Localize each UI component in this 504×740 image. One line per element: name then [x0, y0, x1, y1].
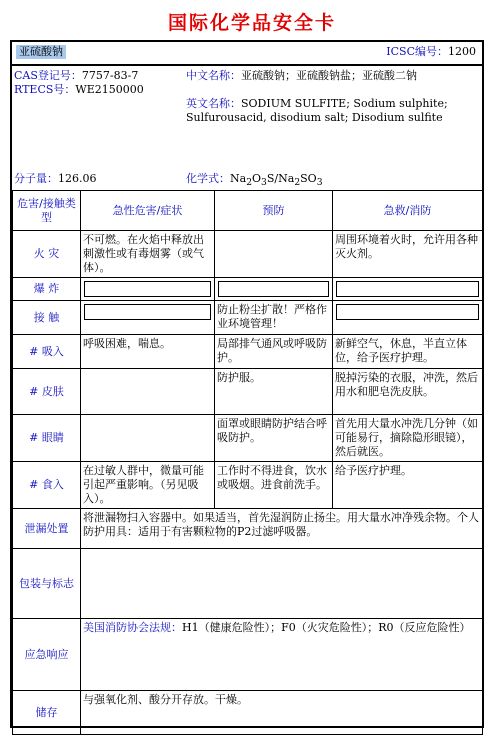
nfpa-text: H1（健康危险性）；F0（火灾危险性）；R0（反应危险性） — [182, 621, 471, 634]
emergency-row — [13, 619, 483, 691]
hazard-cell — [81, 369, 215, 415]
hazard-cell: 呼吸困难，喘息。 — [81, 335, 215, 369]
first-aid-cell: 脱掉污染的衣服，冲洗，然后用水和肥皂洗皮肤。 — [333, 369, 483, 415]
emergency-text — [81, 619, 483, 691]
row-label: 爆 炸 — [13, 278, 81, 301]
storage-row — [13, 691, 483, 735]
prevention-cell: 防护服。 — [215, 369, 333, 415]
card-header — [12, 42, 482, 66]
formula-label: 化学式： — [186, 172, 230, 185]
spill-row — [13, 509, 483, 549]
hazard-cell — [81, 278, 215, 301]
first-aid-cell — [333, 278, 483, 301]
prevention-cell: 局部排气通风或呼吸防护。 — [215, 335, 333, 369]
storage-text: 与强氧化剂、酸分开存放。干燥。 — [81, 691, 483, 735]
formula-value: $Na_2O_3S/Na_2SO_3$ — [230, 172, 323, 189]
first-aid-cell: 给予医疗护理。 — [333, 462, 483, 509]
table-row — [13, 369, 483, 415]
nfpa-label: 美国消防协会法规： — [83, 621, 182, 634]
spill-label: 泄漏处置 — [13, 509, 81, 549]
col-header-prevention: 预防 — [215, 191, 333, 231]
table-row — [13, 462, 483, 509]
row-label: # 食入 — [13, 462, 81, 509]
mw-value: 126.06 — [58, 172, 97, 185]
icsc-label: ICSC编号： — [386, 45, 448, 58]
table-row — [13, 335, 483, 369]
first-aid-cell: 周围环境着火时，允许用各种灭火剂。 — [333, 231, 483, 278]
row-label: # 吸入 — [13, 335, 81, 369]
hazard-cell: 在过敏人群中，微量可能引起严重影响。（另见吸入）。 — [81, 462, 215, 509]
en-name-label: 英文名称： — [186, 97, 241, 110]
table-header-row — [13, 191, 483, 231]
hazard-cell — [81, 301, 215, 335]
packaging-text — [81, 549, 483, 619]
chemical-name: 亚硫酸钠 — [16, 45, 66, 59]
en-name-value: SODIUM SULFITE; Sodium sulphite; Sulfurousacid, disodium salt; Disodium sulfite — [186, 97, 448, 124]
table-row — [13, 231, 483, 278]
safety-card — [10, 40, 484, 728]
emergency-label: 应急响应 — [13, 619, 81, 691]
mw-block — [14, 172, 97, 186]
cn-name-value: 亚硫酸钠；亚硫酸钠盐；亚硫酸二钠 — [241, 69, 417, 82]
cas-block — [14, 69, 182, 97]
table-row — [13, 278, 483, 301]
table-row — [13, 415, 483, 462]
name-block — [186, 69, 476, 125]
prevention-cell: 面罩或眼睛防护结合呼吸防护。 — [215, 415, 333, 462]
row-label: # 眼睛 — [13, 415, 81, 462]
col-header-hazard: 急性危害/症状 — [81, 191, 215, 231]
table-row — [13, 301, 483, 335]
cas-label: CAS登记号： — [14, 69, 82, 82]
first-aid-cell: 首先用大量水冲洗几分钟（如可能易行，摘除隐形眼镜），然后就医。 — [333, 415, 483, 462]
first-aid-cell — [333, 301, 483, 335]
prevention-cell: 防止粉尘扩散！严格作业环境管理！ — [215, 301, 333, 335]
hazard-cell: 不可燃。在火焰中释放出刺激性或有毒烟雾（或气体）。 — [81, 231, 215, 278]
spill-text: 将泄漏物扫入容器中。如果适当，首先湿润防止扬尘。用大量水冲净残余物。个人防护用具：适用于有害颗粒物的P2过滤呼吸器。 — [81, 509, 483, 549]
rtecs-value: WE2150000 — [75, 83, 144, 96]
formula-block — [186, 172, 323, 190]
prevention-cell — [215, 231, 333, 278]
packaging-label: 包装与标志 — [13, 549, 81, 619]
icsc-value: 1200 — [448, 45, 476, 58]
hazard-table — [12, 190, 483, 735]
cas-value: 7757-83-7 — [81, 69, 139, 82]
row-label: 火 灾 — [13, 231, 81, 278]
rtecs-label: RTECS号： — [14, 83, 76, 96]
prevention-cell — [215, 278, 333, 301]
row-label: 接 触 — [13, 301, 81, 335]
mw-label: 分子量： — [14, 172, 58, 185]
row-label: # 皮肤 — [13, 369, 81, 415]
storage-label: 储存 — [13, 691, 81, 735]
first-aid-cell: 新鲜空气，休息，半直立体位，给予医疗护理。 — [333, 335, 483, 369]
col-header-type: 危害/接触类型 — [13, 191, 81, 231]
prevention-cell: 工作时不得进食，饮水或吸烟。进食前洗手。 — [215, 462, 333, 509]
card-title: 国际化学品安全卡 — [167, 12, 336, 34]
packaging-row — [13, 549, 483, 619]
cn-name-label: 中文名称： — [186, 69, 241, 82]
col-header-first-aid: 急救/消防 — [333, 191, 483, 231]
icsc-number — [386, 45, 476, 59]
hazard-cell — [81, 415, 215, 462]
